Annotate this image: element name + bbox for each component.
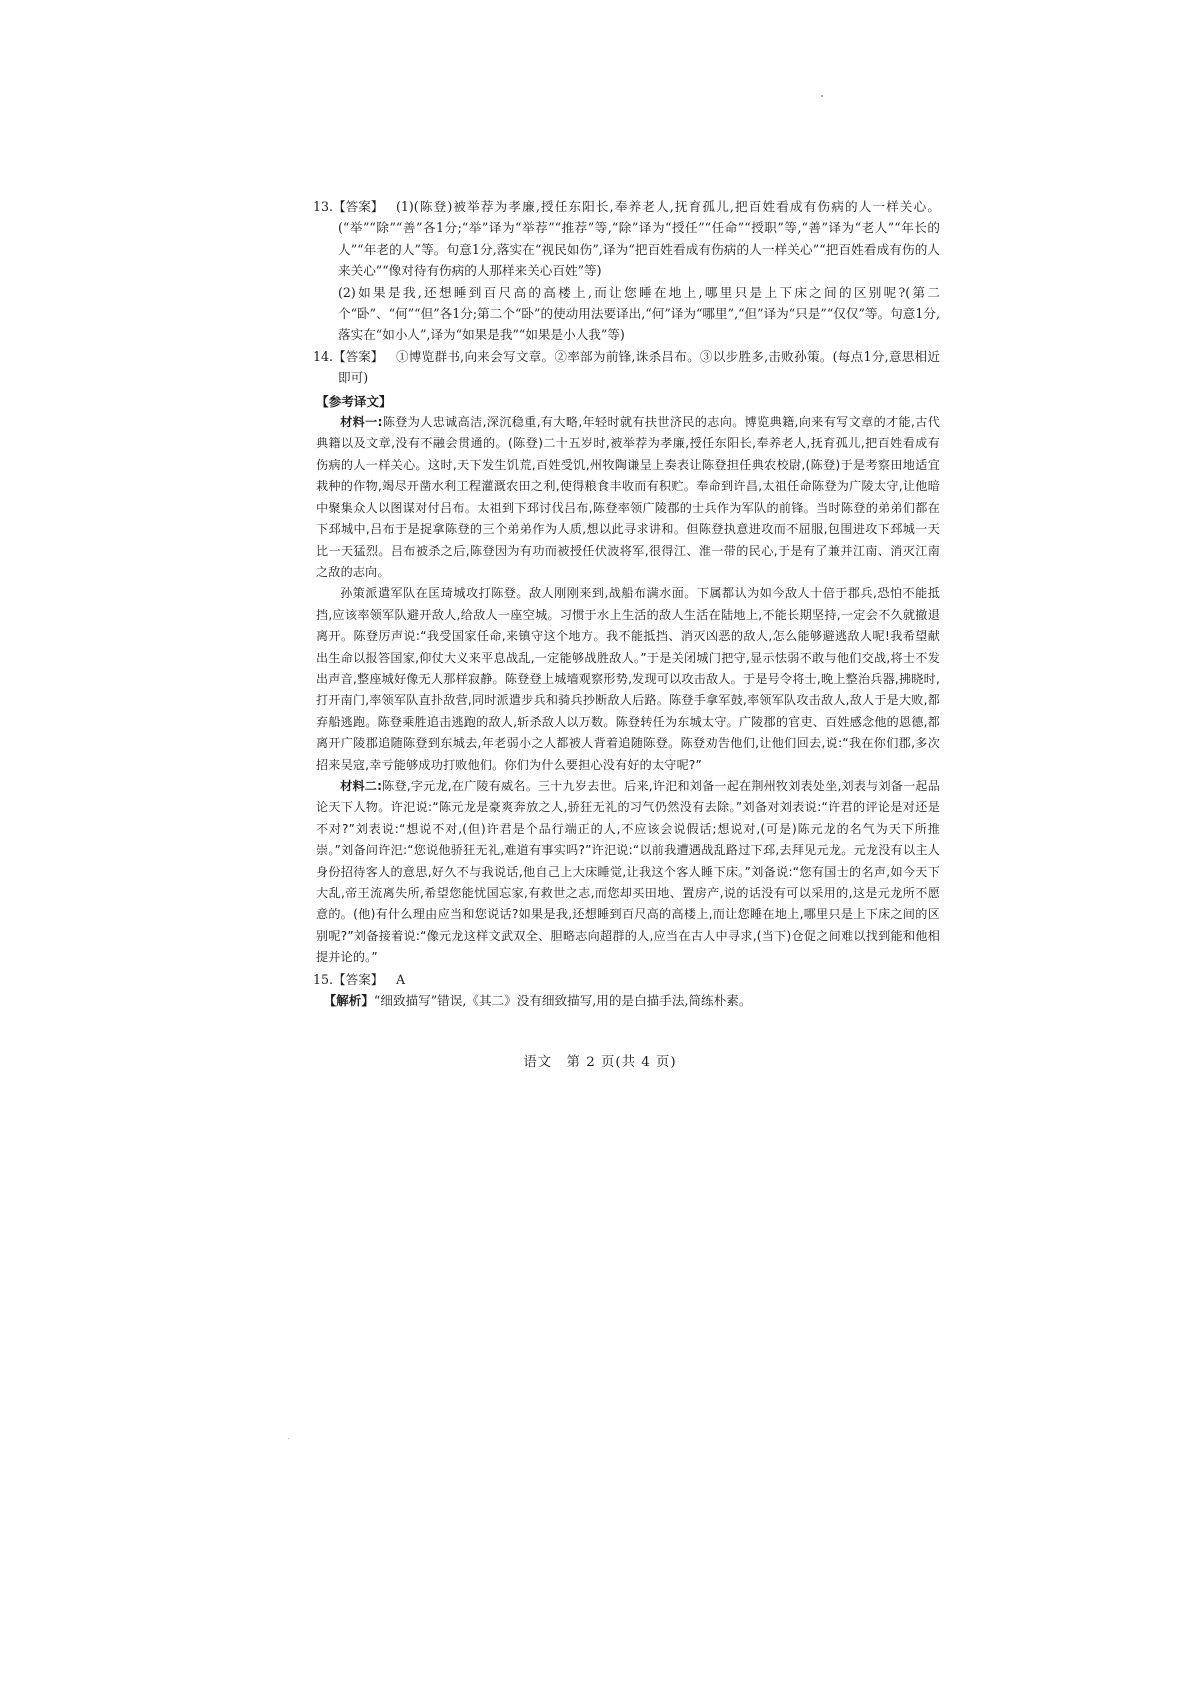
question-15-analysis [316, 990, 940, 1011]
material-2-lead: 材料二: [340, 778, 383, 793]
scan-speck [288, 1438, 289, 1439]
material-1-lead: 材料一: [340, 415, 383, 430]
question-13-part-2: (2)如果是我,还想睡到百尺高的高楼上,而让您睡在地上,哪里只是上下床之间的区别呢?(第二个“卧”、“何”“但”各1分;第二个“卧”的使动用法要译出,“何”译为“哪里”,“但”译为“只是”“仅仅”等。句意1分,落实在“如小人”,译为“如果是我”“如果是小人我”等) [338, 284, 940, 343]
question-15-label: 15.【答案】 [313, 971, 384, 987]
analysis-lead: 【解析】 [323, 993, 374, 1009]
question-15-answer-text: A [395, 971, 406, 987]
material-2-text: 陈登,字元龙,在广陵有威名。三十九岁去世。后来,许汜和刘备一起在荆州牧刘表处坐,刘表与刘备一起品论天下人物。许汜说:“陈元龙是豪爽奔放之人,骄狂无礼的习气仍然没有去除。”刘备对刘表说:“许君的评论是对还是不对?”刘表说:“想说不对,(但)许君是个品行端正的人,不应该会说假话;想说对,(可是)陈元龙的名气为天下所推崇。”刘备问许汜:“您说他骄狂无礼,难道有事实吗?”许汜说:“以前我遭遇战乱路过下邳,去拜见元龙。元龙没有以主人身份招待客人的意思,好久不与我说话,他自己上大床睡觉,让我这个客人睡下床。”刘备说:“您有国士的名声,如今天下大乱,帝王流离失所,希望您能忧国忘家,有救世之志,而您却买田地、置房产,说的话没有可以采用的,这是元龙所不愿意的。(他)有什么理由应当和您说话?如果是我,还想睡到百尺高的高楼上,而让您睡在地上,哪里只是上下床之间的区别呢?”刘备接着说:“像元龙这样文武双全、胆略志向超群的人,应当在古人中寻求,(当下)仓促之间难以找到能和他相提并论的。” [316, 778, 940, 965]
material-1-text-1: 陈登为人忠诚高洁,深沉稳重,有大略,年轻时就有扶世济民的志向。博览典籍,向来有写文章的才能,古代典籍以及文章,没有不融会贯通的。(陈登)二十五岁时,被举荐为孝廉,授任东阳长,奉养老人,抚育孤儿,把百姓看成有伤病的人一样关心。这时,天下发生饥荒,百姓受饥,州牧陶谦呈上奏表让陈登担任典农校尉,(陈登)于是考察田地适宜栽种的作物,竭尽开凿水利工程灌溉农田之利,使得粮食丰收而有积贮。奉命到许昌,太祖任命陈登为广陵太守,让他暗中聚集众人以图谋对付吕布。太祖到下邳讨伐吕布,陈登率领广陵郡的士兵作为军队的前锋。当时陈登的弟弟们都在下邳城中,吕布于是捉拿陈登的三个弟弟作为人质,想以此寻求讲和。但陈登执意进攻而不屈服,包围进攻下邳城一天比一天猛烈。吕布被杀之后,陈登因为有功而被授任伏波将军,很得江、淮一带的民心,于是有了兼并江南、消灭江南之敌的志向。 [316, 415, 940, 579]
question-13-label: 13.【答案】 [313, 199, 384, 214]
question-14-answer [313, 346, 940, 389]
page-footer: 语文 第 2 页(共 4 页) [523, 1055, 677, 1070]
material-2-paragraph [316, 776, 940, 969]
material-1-paragraph-2: 孙策派遣军队在匡琦城攻打陈登。敌人刚刚来到,战船布满水面。下属都认为如今敌人十倍于郡兵,恐怕不能抵挡,应该率领军队避开敌人,给敌人一座空城。习惯于水上生活的敌人生活在陆地上,不能长期坚持,一定会不久就撤退离开。陈登厉声说:“我受国家任命,来镇守这个地方。我不能抵挡、消灭凶恶的敌人,怎么能够避逃敌人呢!我希望献出生命以报答国家,仰仗大义来平息战乱,一定能够战胜敌人。”于是关闭城门把守,显示怯弱不敢与他们交战,将士不发出声音,整座城好像无人那样寂静。陈登登上城墙观察形势,发现可以攻击敌人。于是号令将士,晚上整治兵器,拂晓时,打开南门,率领军队直扑敌营,同时派遣步兵和骑兵抄断敌人后路。陈登手拿军鼓,率领军队攻击敌人,敌人于是大败,都弃船逃跑。陈登乘胜追击逃跑的敌人,斩杀敌人以万数。陈登转任为东城太守。广陵郡的官吏、百姓感念他的恩德,都离开广陵郡追随陈登到东城去,年老弱小之人都被人背着追随陈登。陈登劝告他们,让他们回去,说:“我在你们郡,多次招来吴寇,幸亏能够成功打败他们。你们为什么要担心没有好的太守呢?” [316, 586, 940, 772]
question-14-text: ①博览群书,向来会写文章。②率部为前锋,诛杀吕布。③以步胜多,击败孙策。(每点1分,意思相近即可) [338, 348, 940, 386]
scan-speck [821, 95, 823, 97]
question-13-answer [313, 196, 940, 346]
question-15-answer [313, 969, 940, 990]
reference-translation-title: 【参考译文】 [316, 393, 392, 409]
answer-content [313, 196, 940, 1011]
question-14-label: 14.【答案】 [313, 348, 384, 364]
analysis-text: “细致描写”错误,《其二》没有细致描写,用的是白描手法,简练朴素。 [373, 993, 752, 1009]
question-13-part-1: (1)(陈登)被举荐为孝廉,授任东阳长,奉养老人,抚育孤儿,把百姓看成有伤病的人一样关心。(“举”“除”“善”各1分;“举”译为“举荐”“推荐”等,“除”译为“授任”“任命”“授职”等,“善”译为“老人”“年长的人”“年老的人”等。句意1分,落实在“视民如伤”,译为“把百姓看成有伤病的人一样关心”“把百姓看成有伤的人来关心”“像对待有伤病的人那样来关心百姓”等) [338, 199, 940, 279]
material-1-paragraph-1 [316, 412, 940, 583]
